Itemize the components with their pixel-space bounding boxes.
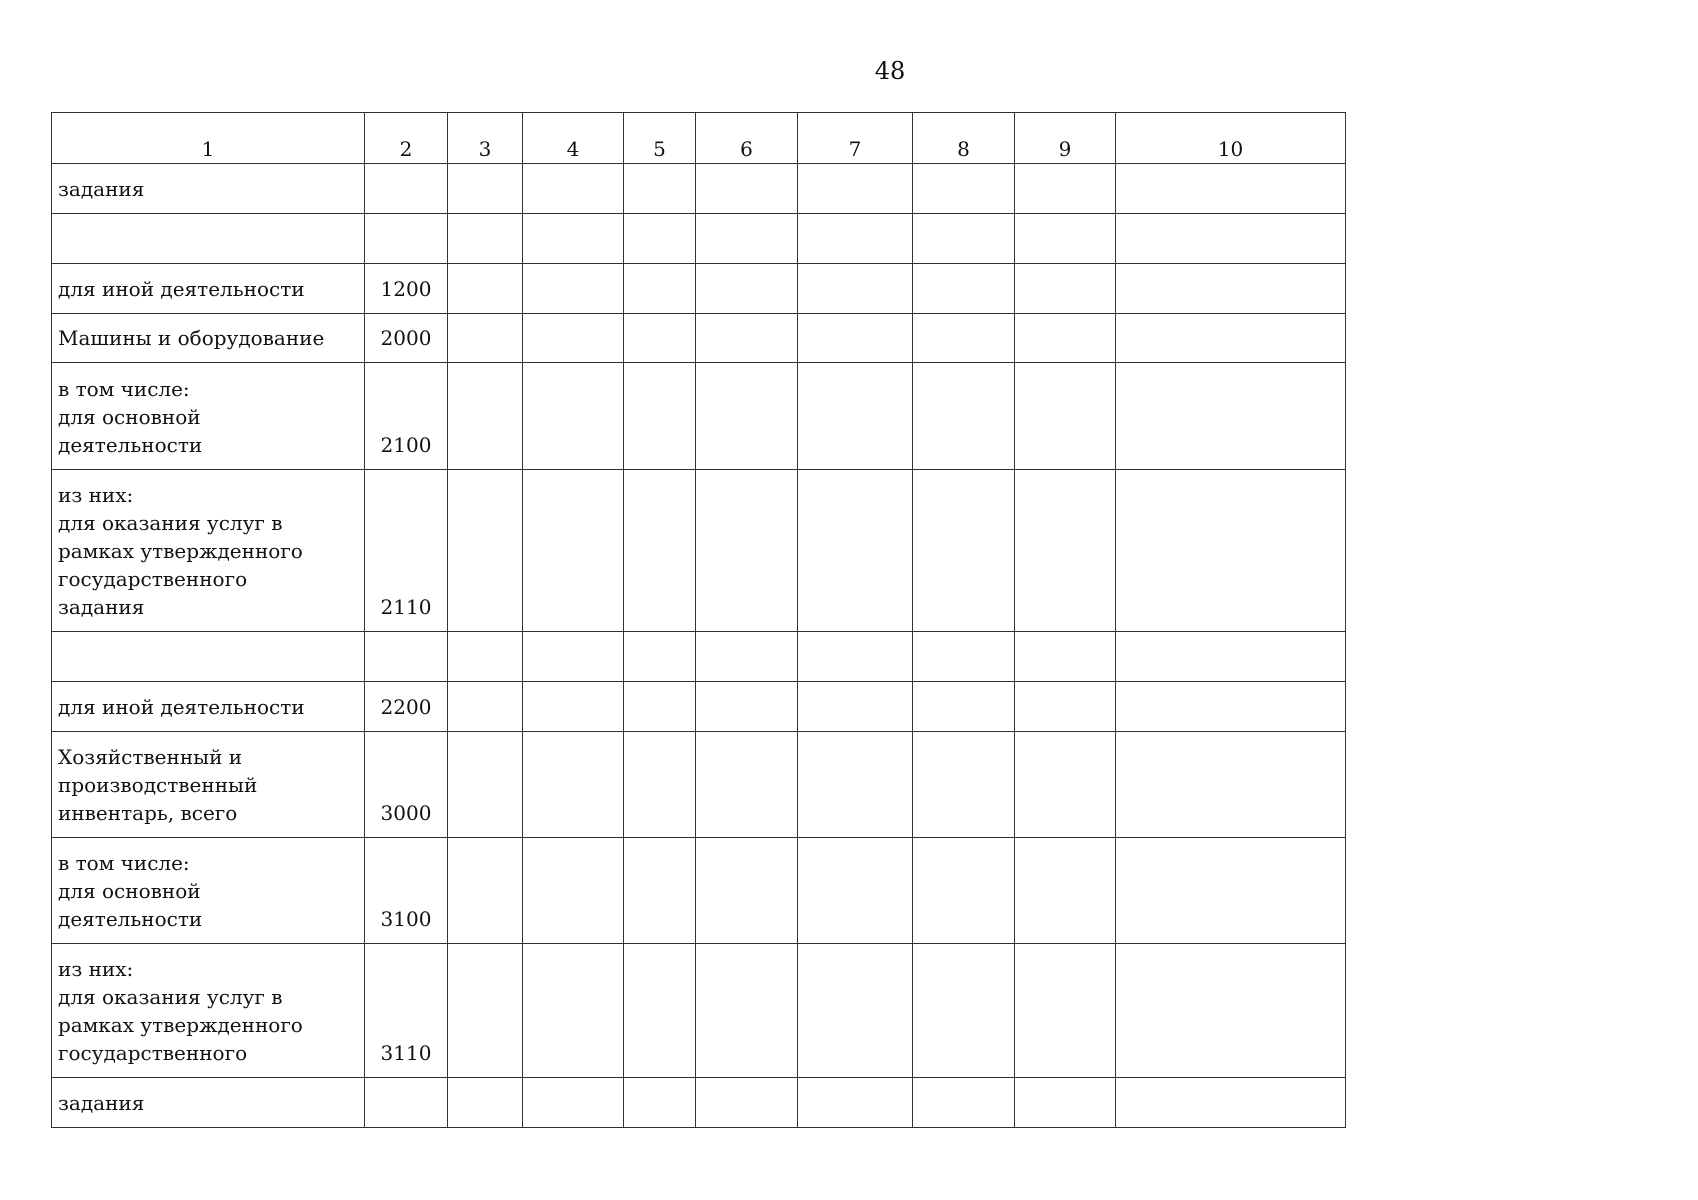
empty-cell-col-10 [1116, 470, 1346, 632]
empty-cell-col-5 [624, 944, 696, 1078]
empty-cell-col-10 [1116, 264, 1346, 314]
empty-cell-col-5 [624, 632, 696, 682]
empty-cell-col-3 [448, 732, 523, 838]
empty-cell-col-5 [624, 363, 696, 470]
empty-cell-col-4 [523, 470, 624, 632]
table-row [52, 214, 1346, 264]
empty-cell-col-4 [523, 164, 624, 214]
empty-cell-col-5 [624, 314, 696, 363]
empty-cell-col-6 [696, 164, 798, 214]
empty-cell-col-6 [696, 314, 798, 363]
empty-cell-col-7 [798, 632, 913, 682]
empty-cell-col-3 [448, 363, 523, 470]
report-table [51, 112, 1346, 1128]
empty-cell-col-7 [798, 314, 913, 363]
empty-cell-col-10 [1116, 632, 1346, 682]
row-code [365, 1078, 448, 1128]
empty-cell-col-7 [798, 838, 913, 944]
empty-cell-col-4 [523, 632, 624, 682]
empty-cell-col-7 [798, 944, 913, 1078]
empty-cell-col-4 [523, 314, 624, 363]
empty-cell-col-5 [624, 732, 696, 838]
table-row [52, 363, 1346, 470]
empty-cell-col-4 [523, 363, 624, 470]
empty-cell-col-5 [624, 470, 696, 632]
column-header-9: 9 [1015, 113, 1116, 164]
empty-cell-col-3 [448, 944, 523, 1078]
empty-cell-col-3 [448, 314, 523, 363]
row-label: в том числе: для основной деятельности [52, 363, 365, 470]
page-number: 48 [874, 57, 906, 85]
column-header-5: 5 [624, 113, 696, 164]
row-label: Машины и оборудование [52, 314, 365, 363]
empty-cell-col-7 [798, 682, 913, 732]
table-row [52, 944, 1346, 1078]
empty-cell-col-5 [624, 164, 696, 214]
empty-cell-col-3 [448, 1078, 523, 1128]
empty-cell-col-8 [913, 732, 1015, 838]
empty-cell-col-8 [913, 682, 1015, 732]
empty-cell-col-3 [448, 470, 523, 632]
empty-cell-col-6 [696, 838, 798, 944]
row-label: для иной деятельности [52, 264, 365, 314]
empty-cell-col-4 [523, 838, 624, 944]
empty-cell-col-6 [696, 632, 798, 682]
row-code: 3000 [365, 732, 448, 838]
row-code: 2200 [365, 682, 448, 732]
empty-cell-col-3 [448, 214, 523, 264]
row-label [52, 214, 365, 264]
table-row [52, 682, 1346, 732]
empty-cell-col-9 [1015, 732, 1116, 838]
row-code: 2000 [365, 314, 448, 363]
empty-cell-col-6 [696, 682, 798, 732]
row-code: 3110 [365, 944, 448, 1078]
empty-cell-col-6 [696, 1078, 798, 1128]
row-label: Хозяйственный и производственный инвентарь, всего [52, 732, 365, 838]
empty-cell-col-10 [1116, 214, 1346, 264]
empty-cell-col-3 [448, 838, 523, 944]
empty-cell-col-6 [696, 214, 798, 264]
table-header-row [52, 113, 1346, 164]
empty-cell-col-8 [913, 1078, 1015, 1128]
empty-cell-col-9 [1015, 214, 1116, 264]
empty-cell-col-4 [523, 732, 624, 838]
empty-cell-col-6 [696, 944, 798, 1078]
empty-cell-col-6 [696, 732, 798, 838]
table-row [52, 1078, 1346, 1128]
empty-cell-col-8 [913, 214, 1015, 264]
empty-cell-col-10 [1116, 1078, 1346, 1128]
empty-cell-col-4 [523, 1078, 624, 1128]
row-code: 3100 [365, 838, 448, 944]
column-header-8: 8 [913, 113, 1015, 164]
empty-cell-col-9 [1015, 838, 1116, 944]
empty-cell-col-9 [1015, 682, 1116, 732]
row-label [52, 632, 365, 682]
empty-cell-col-9 [1015, 632, 1116, 682]
empty-cell-col-6 [696, 470, 798, 632]
empty-cell-col-9 [1015, 470, 1116, 632]
empty-cell-col-7 [798, 264, 913, 314]
empty-cell-col-8 [913, 264, 1015, 314]
row-label: для иной деятельности [52, 682, 365, 732]
empty-cell-col-7 [798, 214, 913, 264]
empty-cell-col-8 [913, 164, 1015, 214]
table-row [52, 314, 1346, 363]
row-code [365, 164, 448, 214]
empty-cell-col-8 [913, 944, 1015, 1078]
empty-cell-col-7 [798, 363, 913, 470]
column-header-2: 2 [365, 113, 448, 164]
column-header-6: 6 [696, 113, 798, 164]
empty-cell-col-7 [798, 1078, 913, 1128]
column-header-1: 1 [52, 113, 365, 164]
table-row [52, 838, 1346, 944]
empty-cell-col-7 [798, 164, 913, 214]
row-label: в том числе: для основной деятельности [52, 838, 365, 944]
empty-cell-col-8 [913, 632, 1015, 682]
empty-cell-col-5 [624, 682, 696, 732]
empty-cell-col-10 [1116, 314, 1346, 363]
row-label: задания [52, 164, 365, 214]
empty-cell-col-8 [913, 838, 1015, 944]
empty-cell-col-8 [913, 470, 1015, 632]
empty-cell-col-9 [1015, 363, 1116, 470]
empty-cell-col-6 [696, 363, 798, 470]
table-row [52, 164, 1346, 214]
row-code [365, 632, 448, 682]
empty-cell-col-10 [1116, 164, 1346, 214]
column-header-7: 7 [798, 113, 913, 164]
empty-cell-col-10 [1116, 838, 1346, 944]
empty-cell-col-9 [1015, 1078, 1116, 1128]
empty-cell-col-10 [1116, 944, 1346, 1078]
row-code: 2100 [365, 363, 448, 470]
row-code: 1200 [365, 264, 448, 314]
row-label: из них: для оказания услуг в рамках утвержденного государственного задания [52, 470, 365, 632]
empty-cell-col-10 [1116, 732, 1346, 838]
empty-cell-col-9 [1015, 944, 1116, 1078]
empty-cell-col-6 [696, 264, 798, 314]
empty-cell-col-7 [798, 470, 913, 632]
table-row [52, 632, 1346, 682]
empty-cell-col-7 [798, 732, 913, 838]
empty-cell-col-5 [624, 838, 696, 944]
empty-cell-col-4 [523, 944, 624, 1078]
empty-cell-col-9 [1015, 164, 1116, 214]
table-row [52, 470, 1346, 632]
empty-cell-col-3 [448, 164, 523, 214]
empty-cell-col-4 [523, 264, 624, 314]
empty-cell-col-8 [913, 314, 1015, 363]
empty-cell-col-4 [523, 682, 624, 732]
empty-cell-col-3 [448, 264, 523, 314]
empty-cell-col-8 [913, 363, 1015, 470]
empty-cell-col-5 [624, 264, 696, 314]
row-label: из них: для оказания услуг в рамках утвержденного государственного [52, 944, 365, 1078]
empty-cell-col-5 [624, 214, 696, 264]
empty-cell-col-9 [1015, 264, 1116, 314]
empty-cell-col-4 [523, 214, 624, 264]
column-header-10: 10 [1116, 113, 1346, 164]
row-code [365, 214, 448, 264]
empty-cell-col-10 [1116, 682, 1346, 732]
empty-cell-col-9 [1015, 314, 1116, 363]
table-row [52, 732, 1346, 838]
empty-cell-col-10 [1116, 363, 1346, 470]
row-code: 2110 [365, 470, 448, 632]
column-header-3: 3 [448, 113, 523, 164]
empty-cell-col-5 [624, 1078, 696, 1128]
table-row [52, 264, 1346, 314]
empty-cell-col-3 [448, 682, 523, 732]
row-label: задания [52, 1078, 365, 1128]
column-header-4: 4 [523, 113, 624, 164]
empty-cell-col-3 [448, 632, 523, 682]
